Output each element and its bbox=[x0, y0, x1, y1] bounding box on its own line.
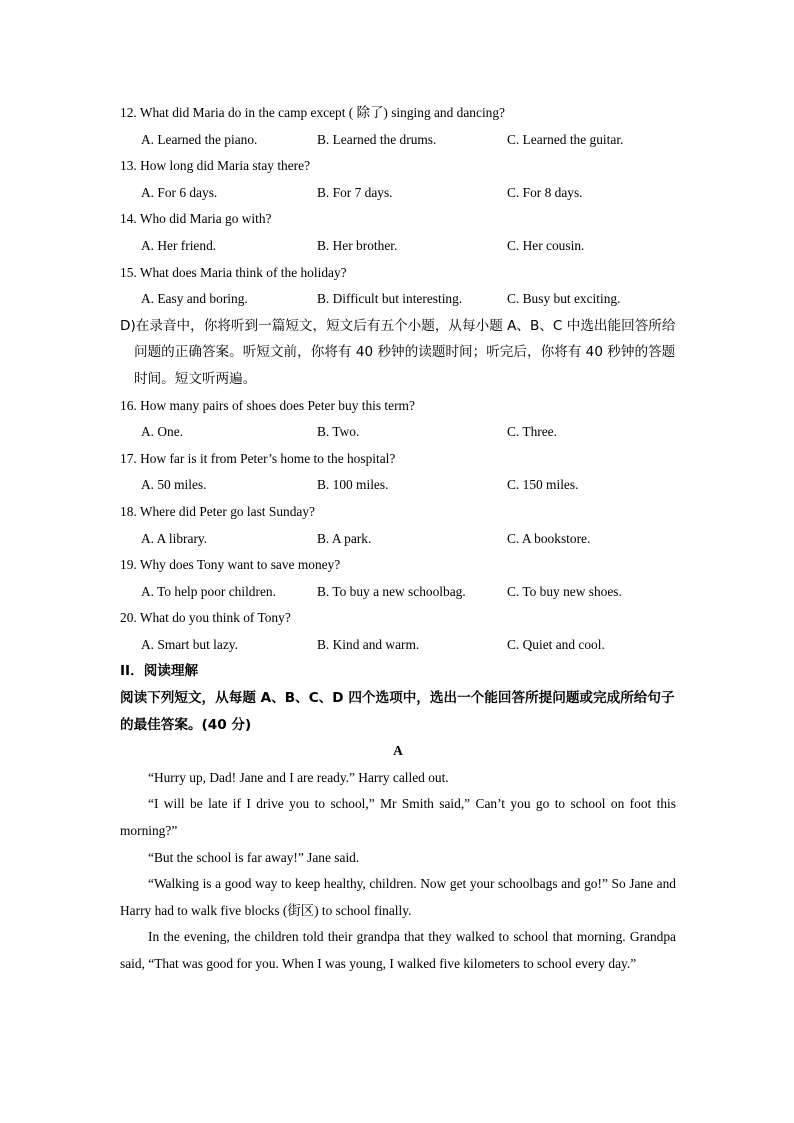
question-block-19 bbox=[120, 552, 676, 605]
option-c: C. A bookstore. bbox=[507, 530, 591, 546]
question-text: 17. How far is it from Peter’s home to the hospital? bbox=[120, 450, 396, 466]
option-c: C. To buy new shoes. bbox=[507, 583, 622, 599]
option-b: B. Learned the drums. bbox=[317, 131, 437, 147]
option-c: C. Quiet and cool. bbox=[507, 636, 605, 652]
question-text: 14. Who did Maria go with? bbox=[120, 211, 272, 227]
option-a: A. Smart but lazy. bbox=[141, 636, 238, 652]
option-c: C. 150 miles. bbox=[507, 477, 579, 493]
question-text: 12. What did Maria do in the camp except ( 除了) singing and dancing? bbox=[120, 105, 505, 120]
options-row bbox=[120, 579, 676, 606]
options-row bbox=[120, 127, 676, 154]
option-a: A. A library. bbox=[141, 530, 208, 546]
option-c: C. Her cousin. bbox=[507, 237, 585, 253]
passage-paragraph: “Hurry up, Dad! Jane and I are ready.” Harry called out. bbox=[148, 769, 449, 785]
option-b: B. Two. bbox=[317, 424, 360, 440]
options-row bbox=[120, 526, 676, 553]
option-b: B. Her brother. bbox=[317, 237, 398, 253]
section-ii-title: II．阅读理解 bbox=[120, 663, 199, 680]
question-text: 19. Why does Tony want to save money? bbox=[120, 557, 341, 573]
option-a: A. One. bbox=[141, 424, 184, 440]
option-a: A. 50 miles. bbox=[141, 477, 207, 493]
options-row bbox=[120, 286, 676, 313]
option-a: A. For 6 days. bbox=[141, 184, 218, 200]
question-block-12 bbox=[120, 100, 676, 153]
option-b: B. For 7 days. bbox=[317, 184, 393, 200]
option-b: B. Difficult but interesting. bbox=[317, 291, 463, 307]
option-b: B. Kind and warm. bbox=[317, 636, 420, 652]
options-row bbox=[120, 233, 676, 260]
section-ii-instruction: 阅读下列短文，从每题 A、B、C、D 四个选项中，选出一个能回答所提问题或完成所给句子的最佳答案。(40 分) bbox=[120, 690, 675, 733]
passage-title: A bbox=[393, 743, 403, 759]
options-row bbox=[120, 180, 676, 207]
option-a: A. Easy and boring. bbox=[141, 291, 248, 307]
question-text: 13. How long did Maria stay there? bbox=[120, 158, 311, 174]
option-b: B. 100 miles. bbox=[317, 477, 389, 493]
exam-page bbox=[120, 100, 676, 978]
option-b: B. To buy a new schoolbag. bbox=[317, 583, 466, 599]
passage-paragraph: “But the school is far away!” Jane said. bbox=[148, 849, 360, 865]
question-text: 16. How many pairs of shoes does Peter buy this term? bbox=[120, 397, 415, 413]
question-block-16 bbox=[120, 393, 676, 446]
option-c: C. Three. bbox=[507, 424, 557, 440]
option-c: C. For 8 days. bbox=[507, 184, 583, 200]
question-block-14 bbox=[120, 206, 676, 259]
option-a: A. Learned the piano. bbox=[141, 131, 258, 147]
option-b: B. A park. bbox=[317, 530, 372, 546]
section-d-instruction: D)在录音中，你将听到一篇短文，短文后有五个小题，从每小题 A、B、C 中选出能回答所给问题的正确答案。听短文前，你将有 40 秒钟的读题时间；听完后，你将有 40 秒钟的答题时间。短文听两遍。 bbox=[120, 317, 676, 387]
options-row bbox=[120, 419, 676, 446]
passage-paragraph: “Walking is a good way to keep healthy, children. Now get your schoolbags and go!” So Jane and Harry had to walk five blocks (街区) to school finally. bbox=[120, 876, 676, 918]
question-block-18 bbox=[120, 499, 676, 552]
option-c: C. Busy but exciting. bbox=[507, 291, 621, 307]
passage-paragraph: “I will be late if I drive you to school,” Mr Smith said,” Can’t you go to school on foot this morning?” bbox=[120, 796, 676, 839]
question-text: 20. What do you think of Tony? bbox=[120, 610, 291, 626]
question-block-20 bbox=[120, 605, 676, 658]
passage-paragraph: In the evening, the children told their grandpa that they walked to school that morning. Grandpa said, “That was good for you. When I was young, I walked five kilometers to school every day.” bbox=[120, 929, 676, 971]
question-text: 18. Where did Peter go last Sunday? bbox=[120, 503, 315, 519]
option-a: A. To help poor children. bbox=[141, 583, 276, 599]
option-c: C. Learned the guitar. bbox=[507, 131, 624, 147]
question-block-13 bbox=[120, 153, 676, 206]
question-block-17 bbox=[120, 446, 676, 499]
options-row bbox=[120, 472, 676, 499]
option-a: A. Her friend. bbox=[141, 237, 217, 253]
options-row bbox=[120, 632, 676, 659]
question-text: 15. What does Maria think of the holiday? bbox=[120, 264, 347, 280]
question-block-15 bbox=[120, 260, 676, 313]
